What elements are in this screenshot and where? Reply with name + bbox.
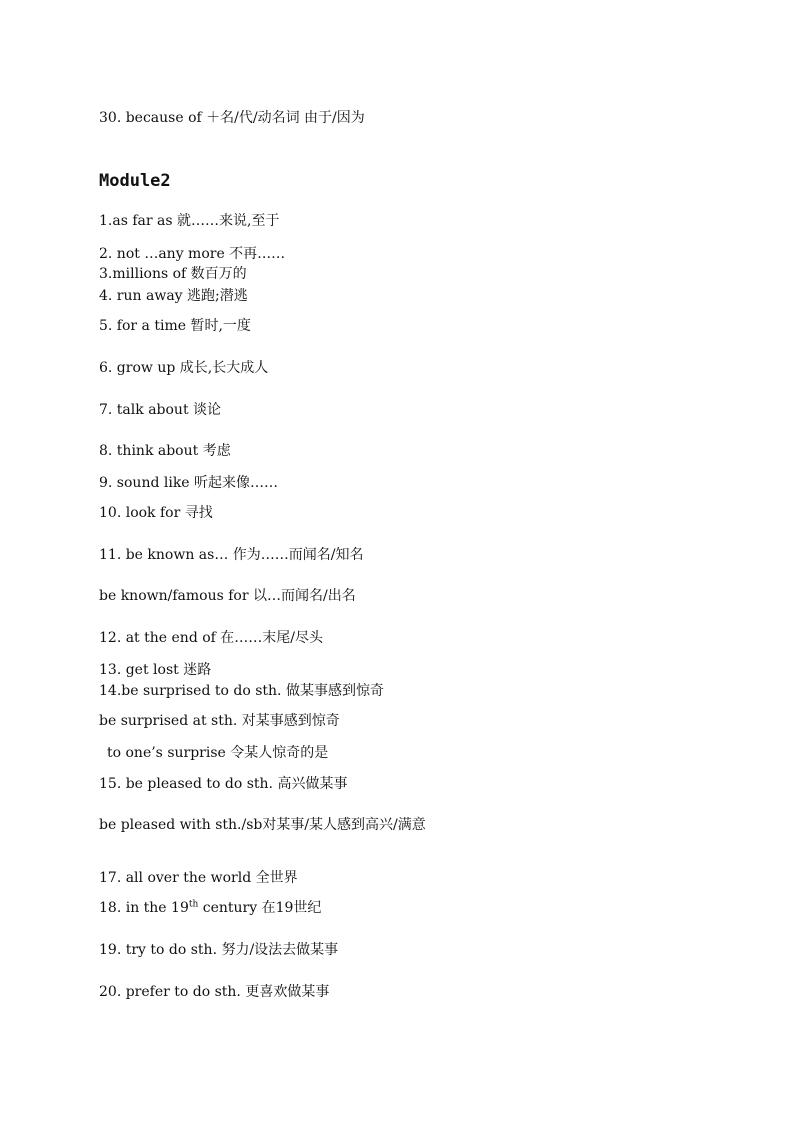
module-heading: Module2 [99, 171, 171, 191]
phrase-line-14c: to one’s surprise 令某人惊奇的是 [107, 745, 329, 761]
phrase-line-15b: be pleased with sth./sb对某事/某人感到高兴/满意 [99, 817, 426, 833]
ordinal-suffix: th [188, 899, 199, 910]
phrase-line-7: 7. talk about 谈论 [99, 402, 222, 418]
phrase-line-5: 5. for a time 暂时,一度 [99, 318, 251, 334]
phrase-line-20: 20. prefer to do sth. 更喜欢做某事 [99, 984, 330, 1000]
phrase-line-14b: be surprised at sth. 对某事感到惊奇 [99, 713, 340, 729]
phrase-line-4: 4. run away 逃跑;潜逃 [99, 288, 248, 304]
phrase-line-2: 2. not …any more 不再…… [99, 246, 286, 262]
phrase-line-13: 13. get lost 迷路 [99, 662, 212, 678]
phrase-line-14: 14.be surprised to do sth. 做某事感到惊奇 [99, 683, 384, 699]
phrase-line-17: 17. all over the world 全世界 [99, 870, 298, 886]
phrase-line-6: 6. grow up 成长,长大成人 [99, 360, 269, 376]
phrase-line-1: 1.as far as 就……来说,至于 [99, 213, 280, 229]
phrase-18-text: 18. in the 19 [99, 900, 189, 916]
phrase-line-9: 9. sound like 听起来像…… [99, 475, 279, 491]
phrase-line-18 [99, 899, 321, 917]
phrase-line-3: 3.millions of 数百万的 [99, 266, 247, 282]
phrase-line-11: 11. be known as… 作为……而闻名/知名 [99, 547, 364, 563]
phrase-line-8: 8. think about 考虑 [99, 443, 231, 459]
phrase-line-12: 12. at the end of 在……末尾/尽头 [99, 630, 324, 646]
phrase-line-30: 30. because of ＋名/代/动名词 由于/因为 [99, 110, 365, 126]
phrase-line-10: 10. look for 寻找 [99, 505, 213, 521]
phrase-line-11b: be known/famous for 以…而闻名/出名 [99, 588, 356, 604]
phrase-18-rest: century 在19世纪 [198, 900, 322, 916]
phrase-line-15: 15. be pleased to do sth. 高兴做某事 [99, 776, 348, 792]
phrase-line-19: 19. try to do sth. 努力/设法去做某事 [99, 942, 339, 958]
